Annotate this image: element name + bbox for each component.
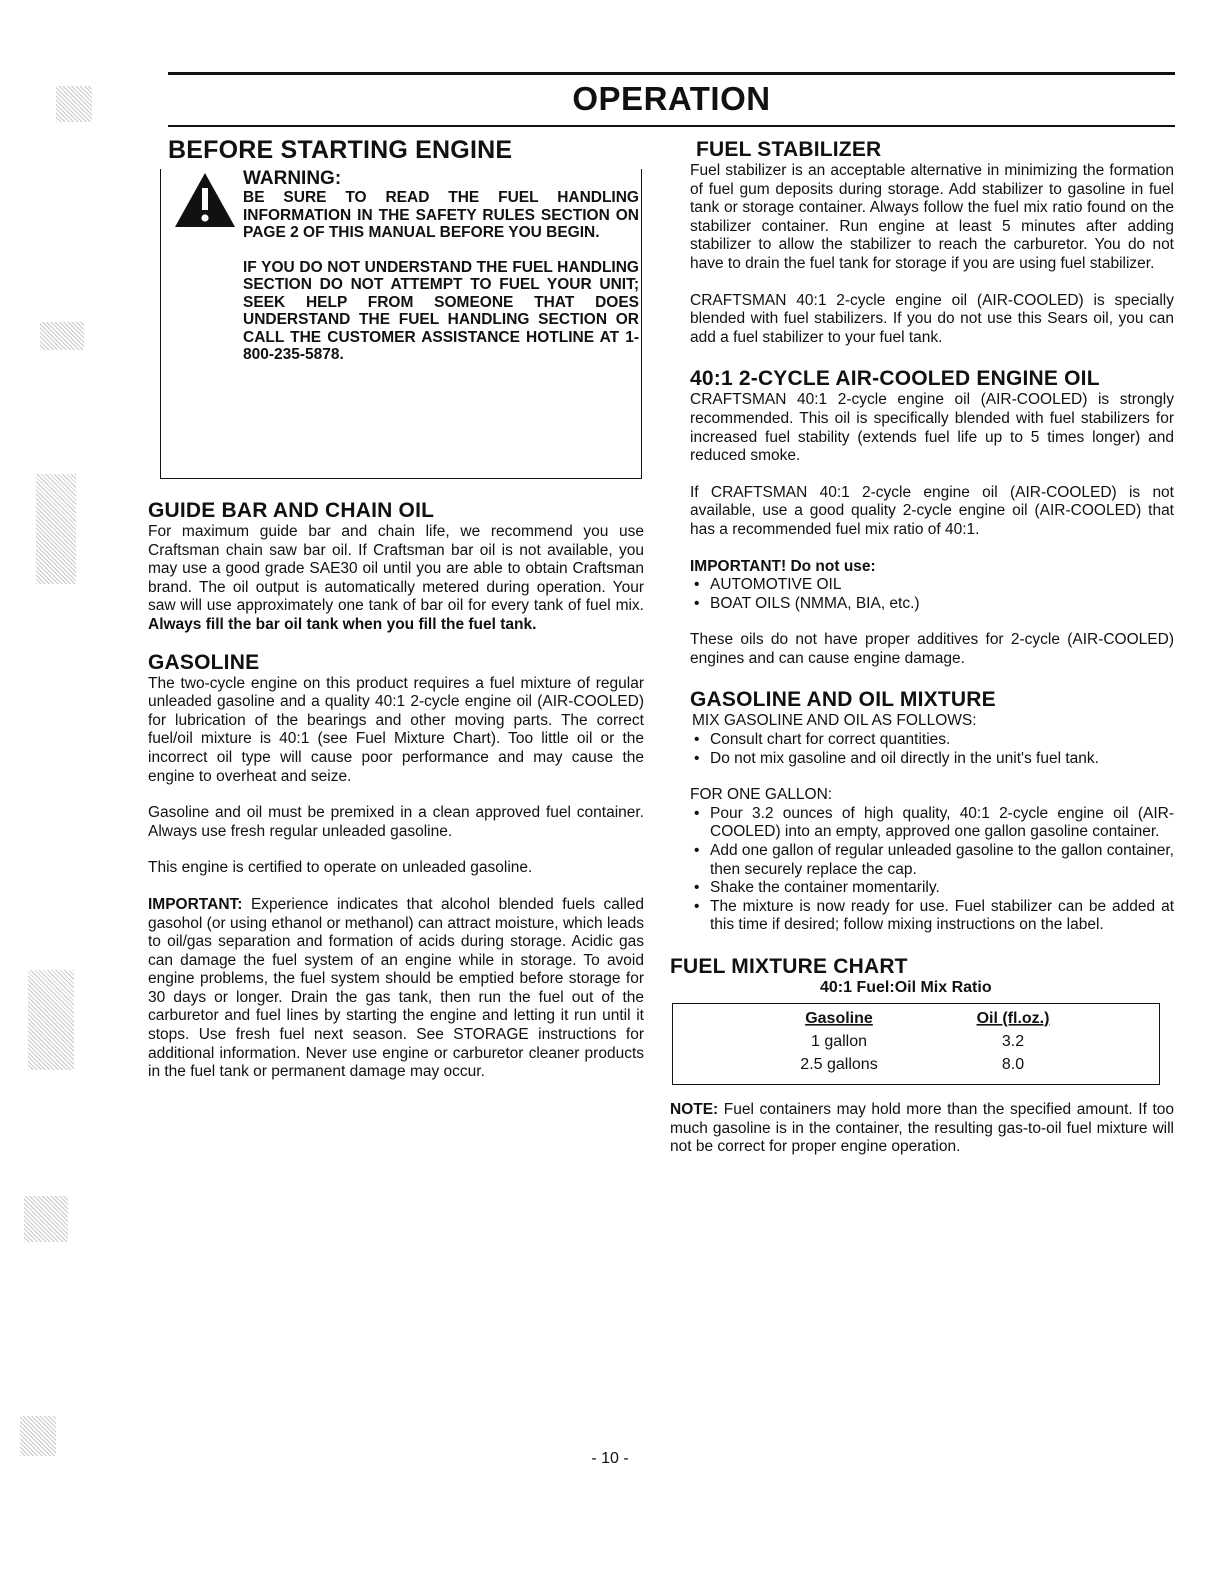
table-cell: 2.5 gallons [800,1056,878,1073]
scan-artifact [36,474,76,584]
gasoline-heading: GASOLINE [148,650,260,674]
chart-note [670,1101,1174,1157]
chart-note-body: Fuel containers may hold more than the specified amount. If too much gasoline is in the container, the resulting gas-to-oil fuel mixture will not be correct for proper engine operation. [670,1101,1174,1156]
fuel-chart-heading: FUEL MIXTURE CHART [670,955,908,978]
one-gallon-label: FOR ONE GALLON: [690,786,833,804]
list-item: • The mixture is now ready for use. Fuel stabilizer can be added at this time if desired; follow mixing instructions on the label. [690,898,1174,935]
scan-artifact [56,86,92,122]
before-starting-heading: BEFORE STARTING ENGINE [168,136,513,164]
warning-box [160,169,642,479]
fuel-stabilizer-text-1: Fuel stabilizer is an acceptable alternative in minimizing the formation of fuel gum deposits during storage. Add stabilizer to gasoline in fuel tank or storage container. Always follow the fuel mix ratio found on the stabilizer container. Run engine at least 5 minutes after adding stabilizer to allow the stabilizer to reach the carburetor. You do not have to drain the fuel tank for storage if you are using fuel stabilizer. [690,162,1174,272]
warning-triangle-icon [173,171,237,229]
list-item: • Consult chart for correct quantities. [690,731,1174,750]
guide-bar-emphasis: Always fill the bar oil tank when you fill the fuel tank. [148,615,537,633]
warning-content [243,169,639,364]
one-gallon-steps [690,805,1174,935]
header-rule-bottom [168,125,1175,127]
list-item: • Shake the container momentarily. [690,879,1174,898]
list-item: • Pour 3.2 ounces of high quality, 40:1 2-cycle engine oil (AIR-COOLED) into an empty, approved one gallon gasoline container. [690,805,1174,842]
list-item: • Do not mix gasoline and oil directly in the unit's fuel tank. [690,750,1174,769]
warning-title: WARNING: [243,168,342,189]
engine-oil-text-2: If CRAFTSMAN 40:1 2-cycle engine oil (AIR-COOLED) is not available, use a good quality 2-cycle engine oil (AIR-COOLED) that has a recommended fuel mix ratio of 40:1. [690,483,1174,538]
fuel-stabilizer-text-2: CRAFTSMAN 40:1 2-cycle engine oil (AIR-COOLED) is specially blended with fuel stabilizers. If you do not use this Sears oil, you can add a fuel stabilizer to your fuel tank. [690,291,1174,346]
list-item: • Add one gallon of regular unleaded gasoline to the gallon container, then securely replace the cap. [690,842,1174,879]
fuel-mixture-table [672,1003,1160,1085]
warning-text-1: BE SURE TO READ THE FUEL HANDLING INFORMATION IN THE SAFETY RULES SECTION ON PAGE 2 OF THIS MANUAL BEFORE YOU BEGIN. [243,189,639,241]
fuel-chart-subtitle: 40:1 Fuel:Oil Mix Ratio [820,979,992,996]
warning-text-2: IF YOU DO NOT UNDERSTAND THE FUEL HANDLING SECTION DO NOT ATTEMPT TO FUEL YOUR UNIT; SEEK HELP FROM SOMEONE THAT DOES UNDERSTAND THE FUEL HANDLING SECTION OR CALL THE CUSTOMER ASSISTANCE HOTLINE AT 1-800-235-5878. [243,258,639,363]
list-item: • AUTOMOTIVE OIL [690,576,1174,595]
guide-bar-body: For maximum guide bar and chain life, we recommend you use Craftsman chain saw bar oil. If Craftsman bar oil is not available, you may use a good grade SAE30 oil until you are able to obtain Craftsman brand. The oil output is automatically metered during operation. Your saw will use approximately one tank of bar oil for every tank of fuel mix. [148,523,644,615]
scan-artifact [20,1416,56,1456]
mixture-bullets [690,731,1174,768]
engine-oil-text-3: These oils do not have proper additives for 2-cycle (AIR-COOLED) engines and can cause engine damage. [690,631,1174,667]
list-item: • BOAT OILS (NMMA, BIA, etc.) [690,595,1174,614]
left-column [134,136,644,1082]
mixture-intro: MIX GASOLINE AND OIL AS FOLLOWS: [692,712,977,730]
do-not-use-list [690,576,1174,613]
gasoline-text-4 [148,896,644,1082]
table-cell: 3.2 [1001,1033,1025,1050]
gasoline-text-1: The two-cycle engine on this product requires a fuel mixture of regular unleaded gasoline and a quality 40:1 2-cycle engine oil (AIR-COOLED) for lubrication of the bearings and other moving parts. The correct fuel/oil mixture is 40:1 (see Fuel Mixture Chart). Too little oil or the incorrect oil type will cause poor performance and may cause the engine to overheat and seize. [148,674,644,785]
engine-oil-heading: 40:1 2-CYCLE AIR-COOLED ENGINE OIL [690,367,1100,391]
table-header-oil: Oil (fl.oz.) [976,1010,1050,1027]
page-title: OPERATION [572,80,771,117]
important-label: IMPORTANT: [148,895,243,913]
fuel-stabilizer-heading: FUEL STABILIZER [696,138,882,161]
fuel-mixture-chart [673,1004,1159,1084]
gasoline-text-2: Gasoline and oil must be premixed in a clean approved fuel container. Always use fresh regular unleaded gasoline. [148,804,644,840]
table-cell: 1 gallon [810,1033,868,1050]
gasoline-important-body: Experience indicates that alcohol blended fuels called gasohol (or using ethanol or methanol) can attract moisture, which leads to oil/gas separation and formation of acids during storage. Acidic gas can damage the fuel system of an engine while in storage. To avoid engine problems, the fuel system should be emptied before storage for 30 days or longer. Drain the gas tank, then run the fuel out of the carburetor and fuel lines by starting the engine and letting it run until it stops. Use fresh fuel next season. See STORAGE instructions for additional information. Never use engine or carburetor cleaner products in the fuel tank or permanent damage may occur. [148,895,644,1081]
page-number: - 10 - [591,1450,629,1467]
gasoline-text-3: This engine is certified to operate on unleaded gasoline. [148,859,533,877]
table-cell: 8.0 [1001,1056,1025,1073]
do-not-use-label: IMPORTANT! Do not use: [690,557,876,575]
guide-bar-heading: GUIDE BAR AND CHAIN OIL [148,499,435,522]
guide-bar-text [148,523,644,635]
right-column [670,138,1174,1157]
scan-artifact [24,1196,68,1242]
engine-oil-text-1: CRAFTSMAN 40:1 2-cycle engine oil (AIR-COOLED) is strongly recommended. This oil is specifically blended with fuel stabilizers for increased fuel stability (extends fuel life up to 5 times longer) and reduced smoke. [690,391,1174,465]
scan-artifact [28,970,74,1070]
header-rule-top [168,72,1175,75]
mixture-heading: GASOLINE AND OIL MIXTURE [690,688,996,712]
scan-artifact [40,322,84,350]
table-header-gasoline: Gasoline [805,1010,873,1027]
note-label: NOTE: [670,1101,719,1118]
